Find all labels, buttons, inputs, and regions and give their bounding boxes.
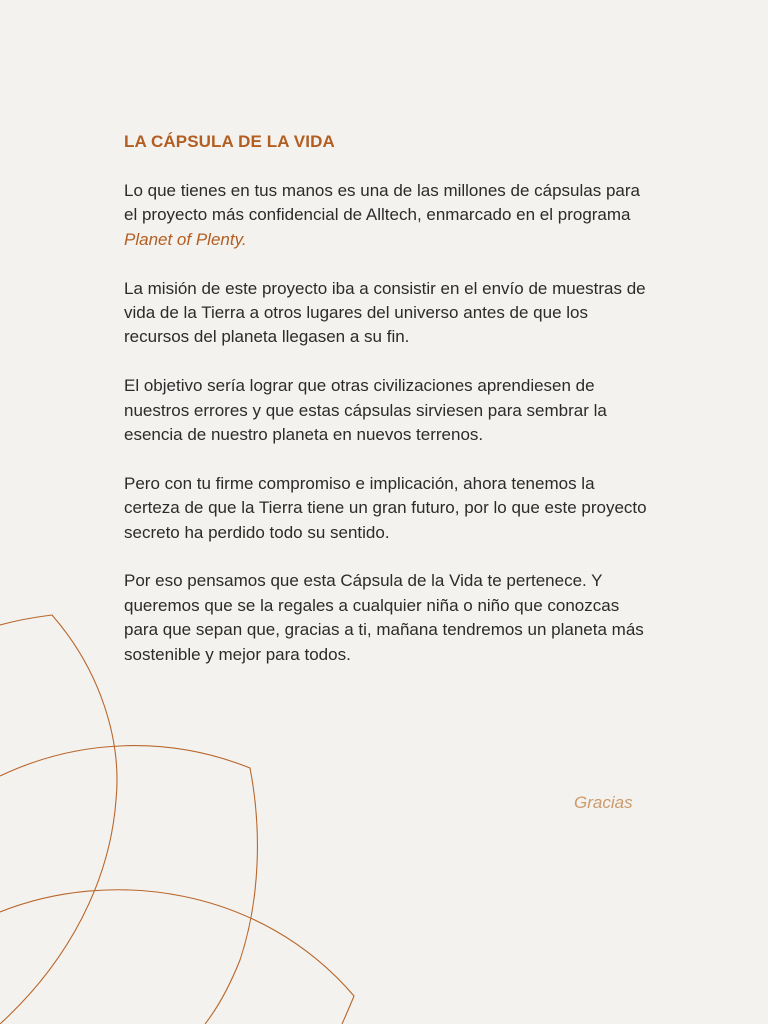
paragraph-commitment: Pero con tu firme compromiso e implicación, ahora tenemos la certeza de que la Tierra tiene un gran futuro, por lo que este proyecto secreto ha perdido todo su sentido. [124, 473, 647, 542]
closing-thanks: Gracias [574, 793, 633, 812]
paragraph-intro [124, 179, 654, 252]
petal-arc-middle [0, 746, 257, 1024]
paragraph-mission: La misión de este proyecto iba a consistir en el envío de muestras de vida de la Tierra a otros lugares del universo antes de que los recursos del planeta llegasen a su fin. [124, 278, 646, 347]
petal-arc-top [0, 615, 117, 1024]
program-name: Planet of Plenty. [124, 229, 247, 249]
paragraph-intro-text: Lo que tienes en tus manos es una de las millones de cápsulas para el proyecto más confidencial de Alltech, enmarcado en el programa [124, 181, 640, 225]
letter-body [124, 130, 654, 691]
document-title: LA CÁPSULA DE LA VIDA [124, 132, 335, 151]
paragraph-objective: El objetivo sería lograr que otras civilizaciones aprendiesen de nuestros errores y que estas cápsulas sirviesen para sembrar la esencia de nuestro planeta en nuevos terrenos. [124, 376, 607, 445]
petal-arc-bottom [0, 890, 354, 1024]
paragraph-gift: Por eso pensamos que esta Cápsula de la Vida te pertenece. Y queremos que se la regales a cualquier niña o niño que conozcas para que sepan que, gracias a ti, mañana tendremos un planeta más sostenible y mejor para todos. [124, 571, 644, 664]
